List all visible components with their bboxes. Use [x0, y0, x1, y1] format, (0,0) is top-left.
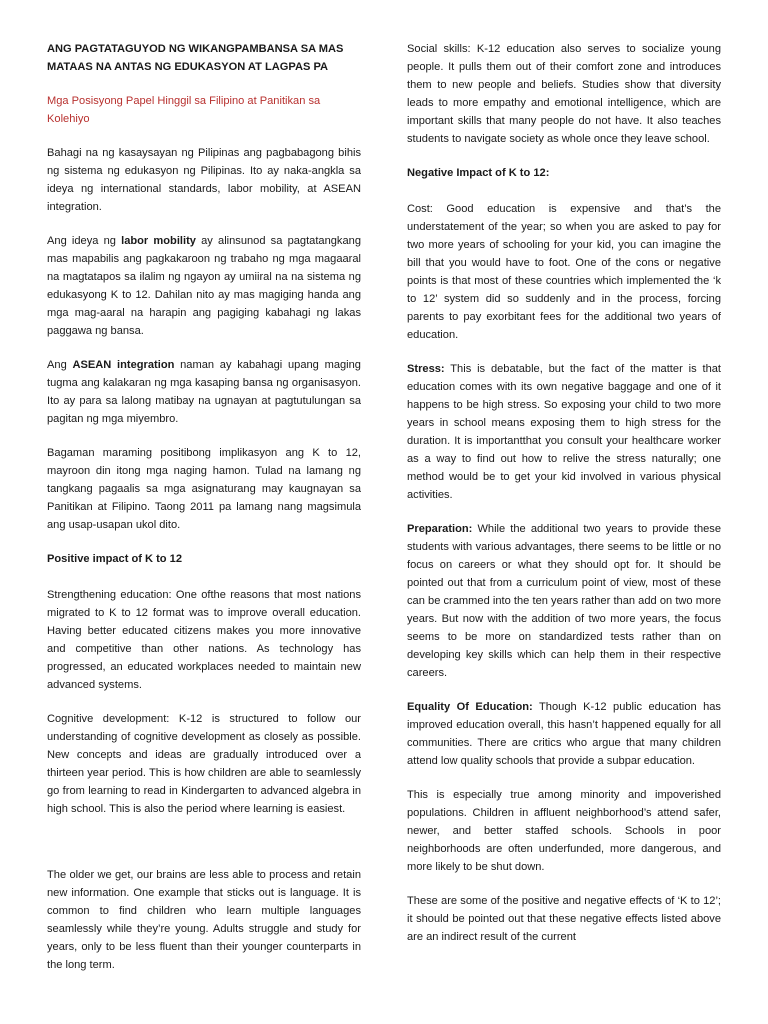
paragraph-minority-populations: This is especially true among minority and impoverished populations. Children in affluent neighborhood’s attend safer, newer, and better staffed schools. Schools in poor neighborhoods are often underfunded, more dangerous, and more likely to be shut down. — [407, 789, 721, 873]
paragraph-cognitive-development: Cognitive development: K-12 is structured to follow our understanding of cognitive development as closely as possible. New concepts and ideas are gradually introduced over a thirteen year period. This is how children are able to seamlessly go from learning to read in Kindergarten to advanced algebra in high school. This is also the period where learning is easiest. — [47, 713, 361, 815]
term-labor-mobility: labor mobility — [121, 235, 196, 247]
document-subtitle: Mga Posisyong Papel Hinggil sa Filipino at Panitikan sa Kolehiyo — [47, 95, 321, 125]
paragraph-conclusion: These are some of the positive and negative effects of ‘K to 12’; it should be pointed out that these negative effects listed above are an indirect result of the current — [407, 895, 721, 943]
heading-positive-impact: Positive impact of K to 12 — [47, 553, 183, 565]
paragraph-strengthening-education: Strengthening education: One ofthe reasons that most nations migrated to K to 12 format was to improve overall education. Having better educated citizens makes you more innovative and competitive than other nations. As technology has progressed, an educated workplaces needed to maintain new advanced systems. — [47, 589, 361, 691]
term-equality-of-education: Equality Of Education: — [407, 701, 533, 713]
term-asean-integration: ASEAN integration — [72, 359, 175, 371]
paragraph-social-skills: Social skills: K-12 education also serves to socialize young people. It pulls them out of their comfort zone and introduces them to new people and beliefs. Studies show that diversity leads to more empathy and emotional intelligence, which are important skills that many people do not have. It also teaches students to navigate society as whole once they leave school. — [407, 43, 721, 145]
document-title: ANG PAGTATAGUYOD NG WIKANGPAMBANSA SA MAS MATAAS NA ANTAS NG EDUKASYON AT LAGPAS PA — [47, 43, 344, 73]
spacer — [47, 834, 361, 866]
left-column — [47, 40, 361, 1024]
paragraph-intro: Bahagi na ng kasaysayan ng Pilipinas ang pagbabagong bihis ng sistema ng edukasyon ng Pilipinas. Ito ay naka-angkla sa ideya ng international standards, labor mobility, at ASEAN integration. — [47, 147, 361, 213]
paragraph-preparation: Preparation: While the additional two years to provide these students with various advantages, there seems to be little or no focus on careers or what they should opt for. It should be pointed out that from a curriculum point of view, most of these can be crammed into the ten years rather than add on two more years. But now with the addition of two more years, the focus seems to be more on standardized tests rather than on developing key skills which can help them in their respective careers. — [407, 523, 721, 679]
paragraph-cost: Cost: Good education is expensive and that’s the understatement of the year; so when you are asked to pay for two more years of schooling for your kid, you can imagine the bill that you would have to foot. One of the cons or negative points is that most of these countries which implemented the ‘k to 12’ system did so suddenly and in the process, forcing parents to pay exorbitant fees for the additional two years of education. — [407, 203, 721, 341]
term-stress: Stress: — [407, 363, 445, 375]
paragraph-labor-mobility: Ang ideya ng labor mobility ay alinsunod sa pagtatangkang mas mapabilis ang pagkakaroon ng trabaho ng mga magaaral na magtatapos sa ilalim ng ngayon ay umiiral na na sistema ng edukasyong K to 12. Dahilan nito ay mas magiging handa ang mga mag-aaral na harapin ang pagiging kabahagi ng lakas paggawa ng bansa. — [47, 235, 361, 337]
paragraph-asean-integration: Ang ASEAN integration naman ay kabahagi upang maging tugma ang kalakaran ng mga kasaping bansa ng organisasyon. Ito ay para sa lalong matibay na ugnayan at pagtutulungan sa pagitan ng mga miyembro. — [47, 359, 361, 425]
heading-negative-impact: Negative Impact of K to 12: — [407, 167, 550, 179]
paragraph-older-brains: The older we get, our brains are less able to process and retain new information. One example that sticks out is language. It is common to find children who learn multiple languages seamlessly while they’re young. Adults struggle and study for years, only to be less fluent than their younger counterparts in the long term. — [47, 869, 361, 971]
term-preparation: Preparation: — [407, 523, 473, 535]
paragraph-stress: Stress: This is debatable, but the fact of the matter is that education comes with its own negative baggage and one of it happens to be high stress. So exposing your child to two more years in school means exposing them to high stress for the duration. It is importantthat you consult your healthcare worker as a way to find out how to relive the stress naturally; one method would be to get your kid involved in various physical activities. — [407, 363, 721, 501]
paragraph-equality-of-education: Equality Of Education: Though K-12 public education has improved education overall, this hasn’t happened equally for all communities. There are critics who argue that many children attend low quality schools that provide a subpar education. — [407, 701, 721, 767]
paragraph-challenges: Bagaman maraming positibong implikasyon ang K to 12, mayroon din itong mga naging hamon. Tulad na lamang ng tangkang pagaalis sa mga asignaturang may kaugnayan sa Panitikan at Filipino. Taong 2011 pa lamang nang magsimula ang usap-usapan ukol dito. — [47, 447, 361, 531]
right-column — [407, 40, 721, 1024]
